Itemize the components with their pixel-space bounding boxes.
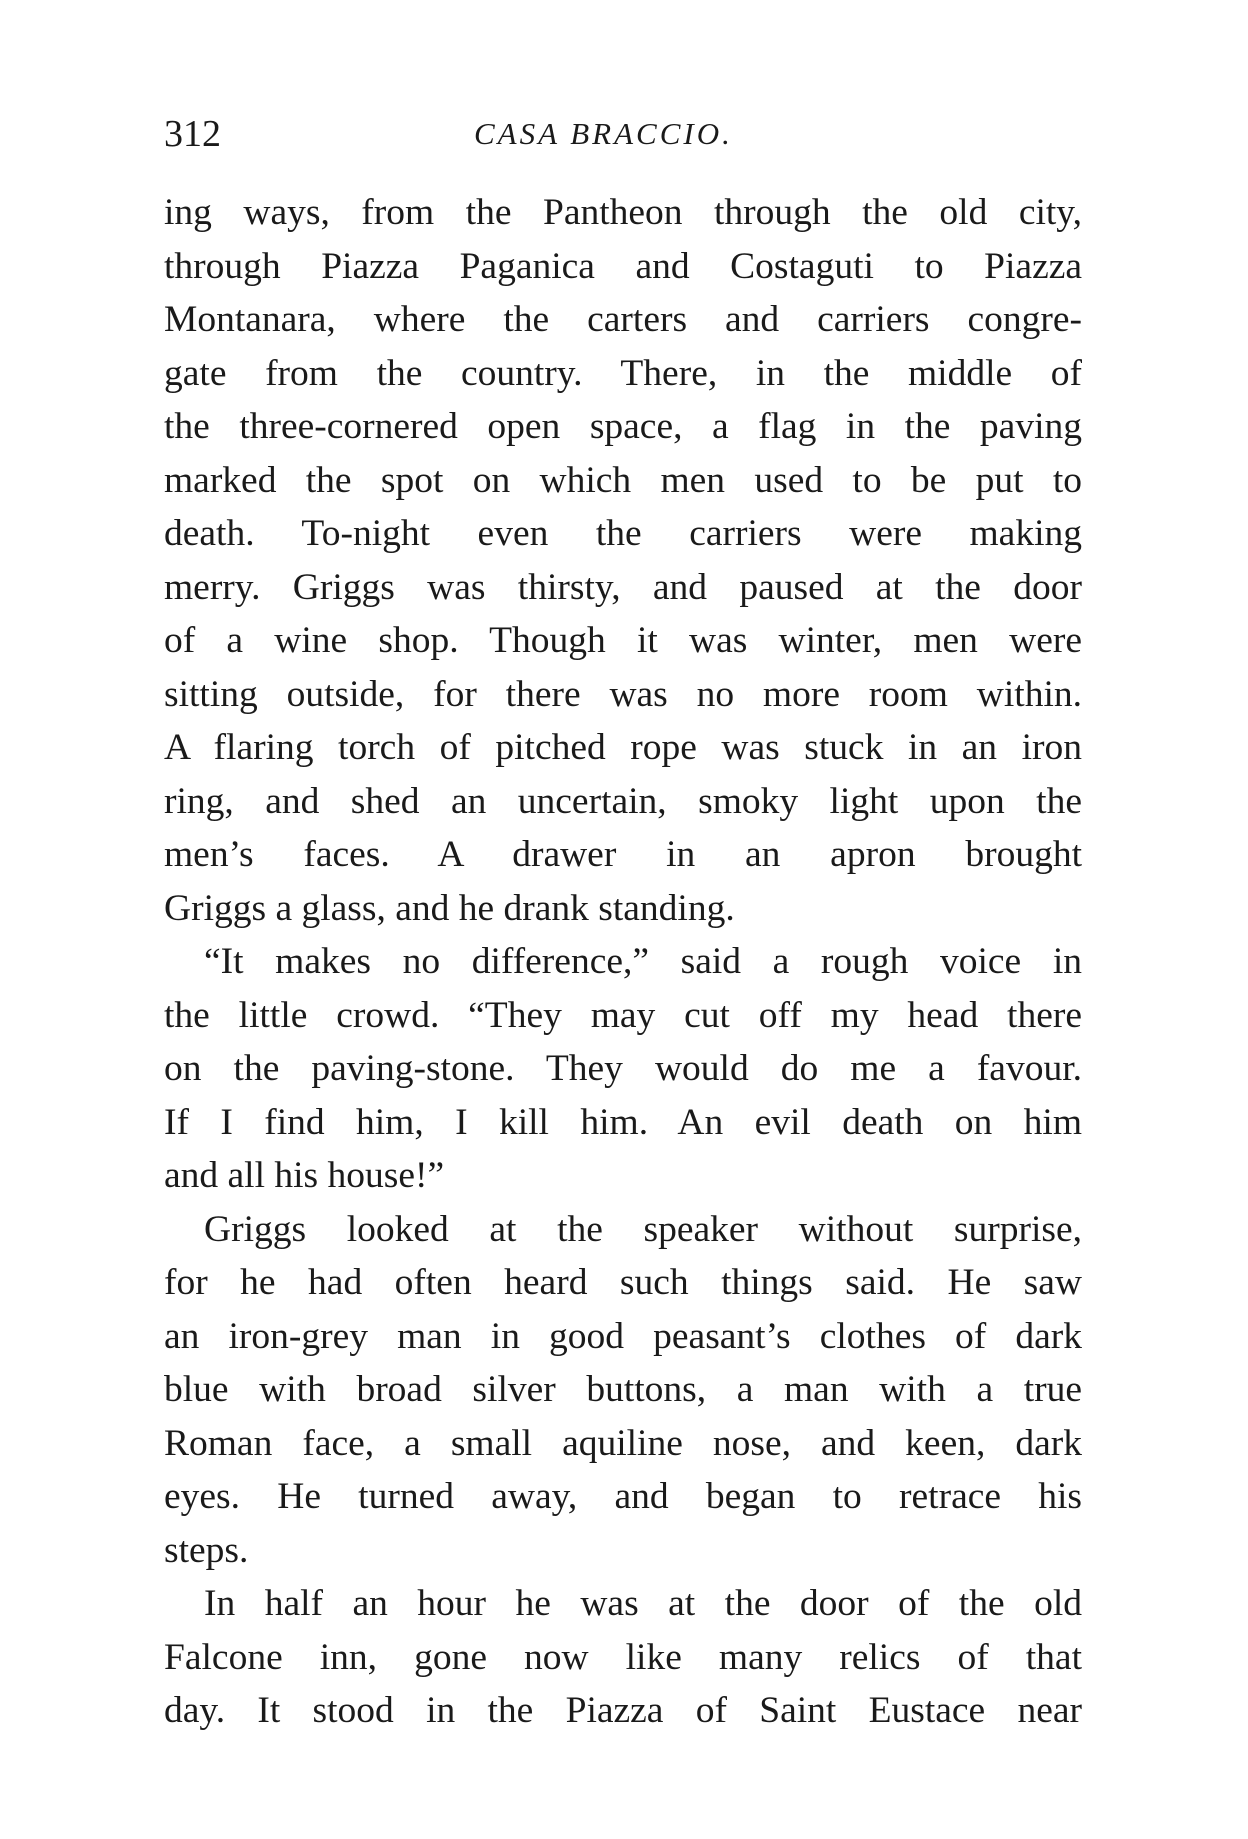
text-line: merry. Griggs was thirsty, and paused at the door bbox=[164, 566, 1082, 608]
text-line: Roman face, a small aquiline nose, and keen, dark bbox=[164, 1422, 1082, 1464]
paragraph bbox=[164, 935, 1082, 1203]
page-header bbox=[164, 106, 1076, 162]
body-text bbox=[164, 186, 1082, 1738]
text-line: men’s faces. A drawer in an apron brought bbox=[164, 834, 1082, 875]
text-line: sitting outside, for there was no more room within. bbox=[164, 673, 1082, 715]
paragraph bbox=[164, 186, 1082, 935]
text-line: ing ways, from the Pantheon through the old city, bbox=[164, 192, 1082, 233]
text-line: “It makes no difference,” said a rough voice in bbox=[204, 941, 1082, 982]
text-line: Griggs looked at the speaker without surprise, bbox=[204, 1208, 1082, 1250]
text-line: and all his house!” bbox=[164, 1155, 445, 1196]
text-line: the little crowd. “They may cut off my head there bbox=[164, 994, 1082, 1036]
text-line: of a wine shop. Though it was winter, men were bbox=[164, 620, 1082, 661]
text-line: If I find him, I kill him. An evil death on him bbox=[164, 1101, 1082, 1143]
text-line: eyes. He turned away, and began to retrace his bbox=[164, 1476, 1082, 1517]
text-line: the three-cornered open space, a flag in the paving bbox=[164, 406, 1082, 447]
text-line: Montanara, where the carters and carriers congre- bbox=[164, 299, 1082, 340]
text-line: an iron-grey man in good peasant’s clothes of dark bbox=[164, 1315, 1082, 1357]
text-line: blue with broad silver buttons, a man with a true bbox=[164, 1369, 1082, 1410]
text-line: A flaring torch of pitched rope was stuck in an iron bbox=[164, 727, 1082, 768]
text-line: marked the spot on which men used to be put to bbox=[164, 459, 1082, 501]
text-line: day. It stood in the Piazza of Saint Eustace near bbox=[164, 1690, 1082, 1731]
page-number: 312 bbox=[164, 113, 221, 155]
text-line: In half an hour he was at the door of the old bbox=[204, 1583, 1082, 1624]
text-line: Griggs a glass, and he drank standing. bbox=[164, 887, 735, 929]
text-line: for he had often heard such things said. He saw bbox=[164, 1262, 1082, 1303]
text-line: Falcone inn, gone now like many relics of that bbox=[164, 1636, 1082, 1678]
text-line: through Piazza Paganica and Costaguti to Piazza bbox=[164, 245, 1082, 287]
text-line: steps. bbox=[164, 1529, 249, 1571]
running-head: CASA BRACCIO. bbox=[474, 116, 733, 151]
paragraph bbox=[164, 1203, 1082, 1578]
text-line: ring, and shed an uncertain, smoky light upon the bbox=[164, 780, 1082, 822]
text-line: on the paving-stone. They would do me a favour. bbox=[164, 1048, 1082, 1089]
text-line: gate from the country. There, in the middle of bbox=[164, 352, 1082, 394]
paragraph bbox=[164, 1577, 1082, 1738]
text-line: death. To-night even the carriers were making bbox=[164, 513, 1082, 554]
